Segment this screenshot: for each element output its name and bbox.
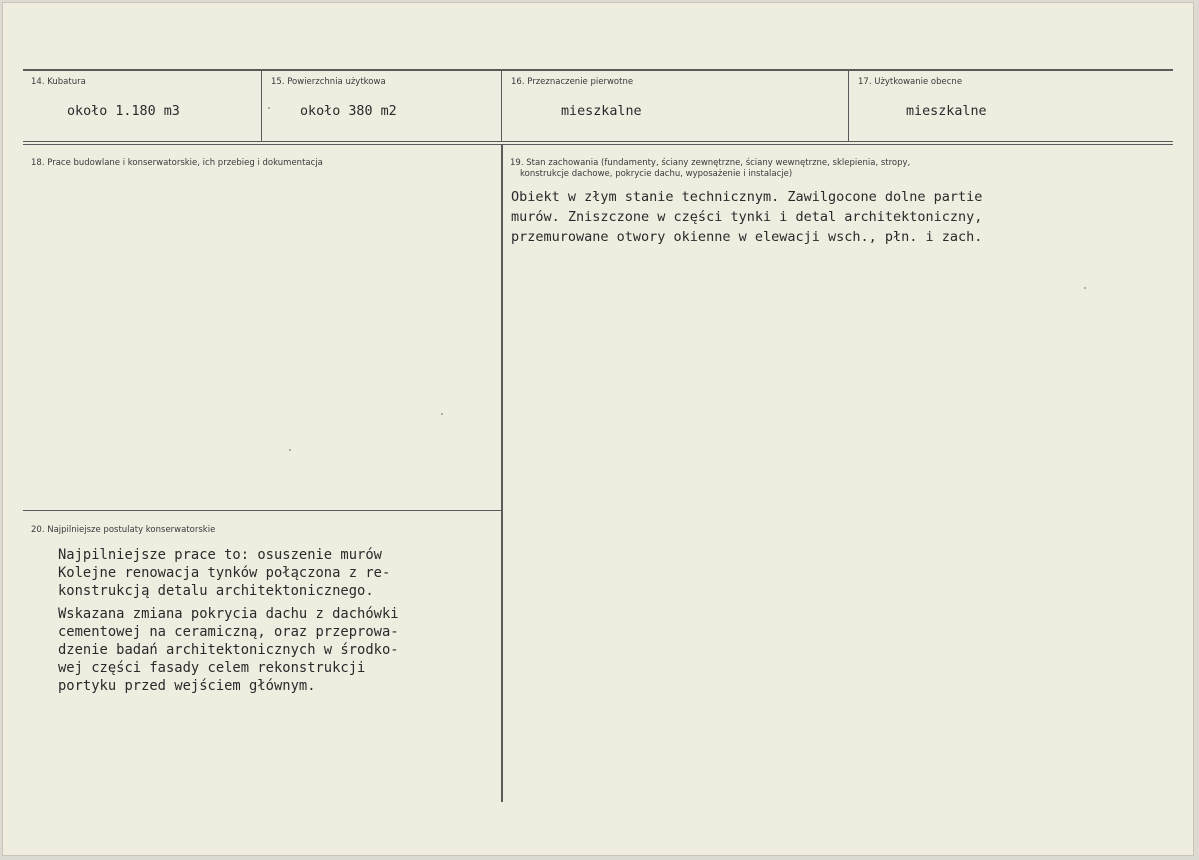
paper-speck [289, 449, 291, 451]
paper-speck [441, 413, 443, 415]
postulates-line: dzenie badań architektonicznych w środko- [58, 642, 399, 658]
current-use-value: mieszkalne [906, 104, 987, 119]
record-card [2, 2, 1194, 856]
postulates-paragraph-2 [58, 605, 399, 695]
postulates-line: Wskazana zmiana pokrycia dachu z dachówki [58, 606, 399, 622]
condition-text-line: przemurowane otwory okienne w elewacji wsch., płn. i zach. [511, 229, 983, 245]
postulates-line: konstrukcją detalu architektonicznego. [58, 583, 374, 599]
postulates-line: Najpilniejsze prace to: osuszenie murów [58, 547, 382, 563]
usable-area-label: 15. Powierzchnia użytkowa [271, 77, 386, 87]
center-vertical-rule [501, 144, 503, 802]
usable-area-value: około 380 m2 [300, 104, 397, 119]
row1-bottom-rule [23, 141, 1173, 142]
kubatura-value: około 1.180 m3 [67, 104, 180, 119]
top-rule [23, 69, 1173, 71]
condition-text-line: Obiekt w złym stanie technicznym. Zawilgocone dolne partie [511, 189, 983, 205]
original-purpose-label: 16. Przeznaczenie pierwotne [511, 77, 634, 87]
postulates-line: cementowej na ceramiczną, oraz przeprowa- [58, 624, 399, 640]
paper-speck [1084, 287, 1086, 289]
divider-16-17 [848, 69, 849, 142]
original-purpose-value: mieszkalne [561, 104, 642, 119]
postulates-paragraph-1 [58, 546, 390, 600]
kubatura-label: 14. Kubatura [31, 77, 86, 87]
row1-bottom-rule-2 [23, 144, 1173, 145]
postulates-line: wej części fasady celem rekonstrukcji [58, 660, 366, 676]
condition-text-line: murów. Zniszczone w części tynki i detal architektoniczny, [511, 209, 983, 225]
section18-bottom-rule [23, 510, 501, 511]
paper-speck [268, 107, 270, 109]
condition-text [511, 187, 982, 247]
construction-works-label: 18. Prace budowlane i konserwatorskie, ich przebieg i dokumentacja [31, 158, 323, 168]
divider-14-15 [261, 69, 262, 142]
divider-15-16 [501, 69, 502, 142]
condition-label-line-2: konstrukcje dachowe, pokrycie dachu, wyposażenie i instalacje) [520, 169, 793, 179]
conservation-postulates-label: 20. Najpilniejsze postulaty konserwatorskie [31, 525, 216, 535]
postulates-line: portyku przed wejściem głównym. [58, 678, 316, 694]
postulates-line: Kolejne renowacja tynków połączona z re- [58, 565, 391, 581]
condition-label-line-1: 19. Stan zachowania (fundamenty, ściany zewnętrzne, ściany wewnętrzne, sklepienia, stropy, [510, 158, 911, 168]
current-use-label: 17. Użytkowanie obecne [858, 77, 963, 87]
